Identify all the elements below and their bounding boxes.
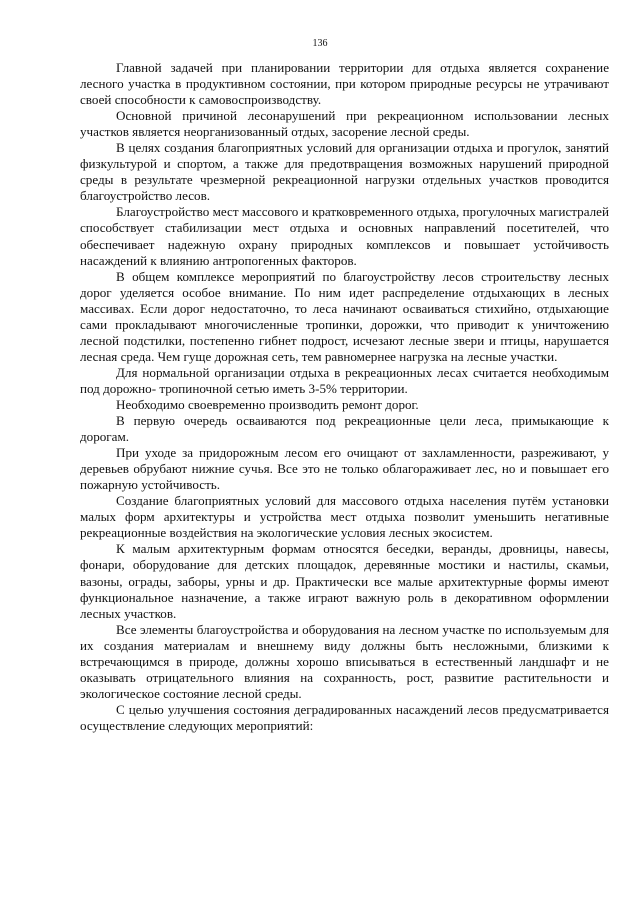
body-text bbox=[80, 60, 609, 734]
paragraph-forest-roads: В общем комплексе мероприятий по благоустройству лесов строительству лесных дорог уделяется особое внимание. По ним идет распределение отдыхающих в лесных массивах. Если дорог недостаточно, то леса начинают осваиваться стихийно, отдыхающие сами прокладывают многочисленные тропинки, дорожки, что приводит к уничтожению лесной подстилки, постепенно гибнет подрост, исчезают лесные звери и птицы, нарушается лесная среда. Чем гуще дорожная сеть, тем равномернее нагрузка на лесные участки. bbox=[80, 268, 609, 364]
paragraph-path-network-share: Для нормальной организации отдыха в рекреационных лесах считается необходимым под дорожно- тропиночной сетью иметь 3-5% территории. bbox=[80, 364, 609, 396]
paragraph-mass-recreation-improvement: Благоустройство мест массового и кратковременного отдыха, прогулочных магистралей способствует стабилизации мест отдыха и основных направлений посетителей, что обеспечивает надежную охрану природных комплексов и повышает устойчивость насаждений к влиянию антропогенных факторов. bbox=[80, 204, 609, 268]
paragraph-roadside-care: При уходе за придорожным лесом его очищают от захламленности, разреживают, у деревьев обрубают нижние сучья. Все это не только облагораживает лес, но и повышает его пожарную устойчивость. bbox=[80, 445, 609, 493]
paragraph-planning-goal: Главной задачей при планировании территории для отдыха является сохранение лесного участка в продуктивном состоянии, при котором природные ресурсы не утрачивают своей способности к самовоспроизводству. bbox=[80, 60, 609, 108]
paragraph-small-architecture-list: К малым архитектурным формам относятся беседки, веранды, дровницы, навесы, фонари, оборудование для детских площадок, деревянные мостики и настилы, скамьи, вазоны, ограды, заборы, урны и др. Практически все малые архитектурные формы имеют функциональное назначение, а также играют важную роль в декоративном оформлении лесных участков. bbox=[80, 541, 609, 621]
page-number: 136 bbox=[312, 38, 328, 49]
paragraph-road-repair: Необходимо своевременно производить ремонт дорог. bbox=[116, 396, 419, 412]
paragraph-small-architecture-benefit: Создание благоприятных условий для массового отдыха населения путём установки малых форм архитектуры и устройства мест отдыха позволит уменьшить негативные рекреационные воздействия на экологические условия лесных экосистем. bbox=[80, 493, 609, 541]
paragraph-roadside-forests: В первую очередь осваиваются под рекреационные цели леса, примыкающие к дорогам. bbox=[80, 413, 609, 445]
paragraph-improvement-elements: Все элементы благоустройства и оборудования на лесном участке по используемым для их создания материалам и внешнему виду должны быть несложными, близкими к встречающимся в природе, должны хорошо вписываться в естественный ландшафт и не оказывать отрицательного влияния на сохранность, рост, развитие растительности и экологическое состояние лесной среды. bbox=[80, 621, 609, 701]
paragraph-violations-cause: Основной причиной лесонарушений при рекреационном использовании лесных участков является неорганизованный отдых, засорение лесной среды. bbox=[80, 108, 609, 140]
paragraph-degraded-stands-measures: С целью улучшения состояния деградированных насаждений лесов предусматривается осуществление следующих мероприятий: bbox=[80, 701, 609, 733]
paragraph-improvement-purpose: В целях создания благоприятных условий для организации отдыха и прогулок, занятий физкультурой и спортом, а также для предотвращения возможных нарушений природной среды в результате чрезмерной рекреационной нагрузки отдельных участков проводится благоустройство лесов. bbox=[80, 140, 609, 204]
